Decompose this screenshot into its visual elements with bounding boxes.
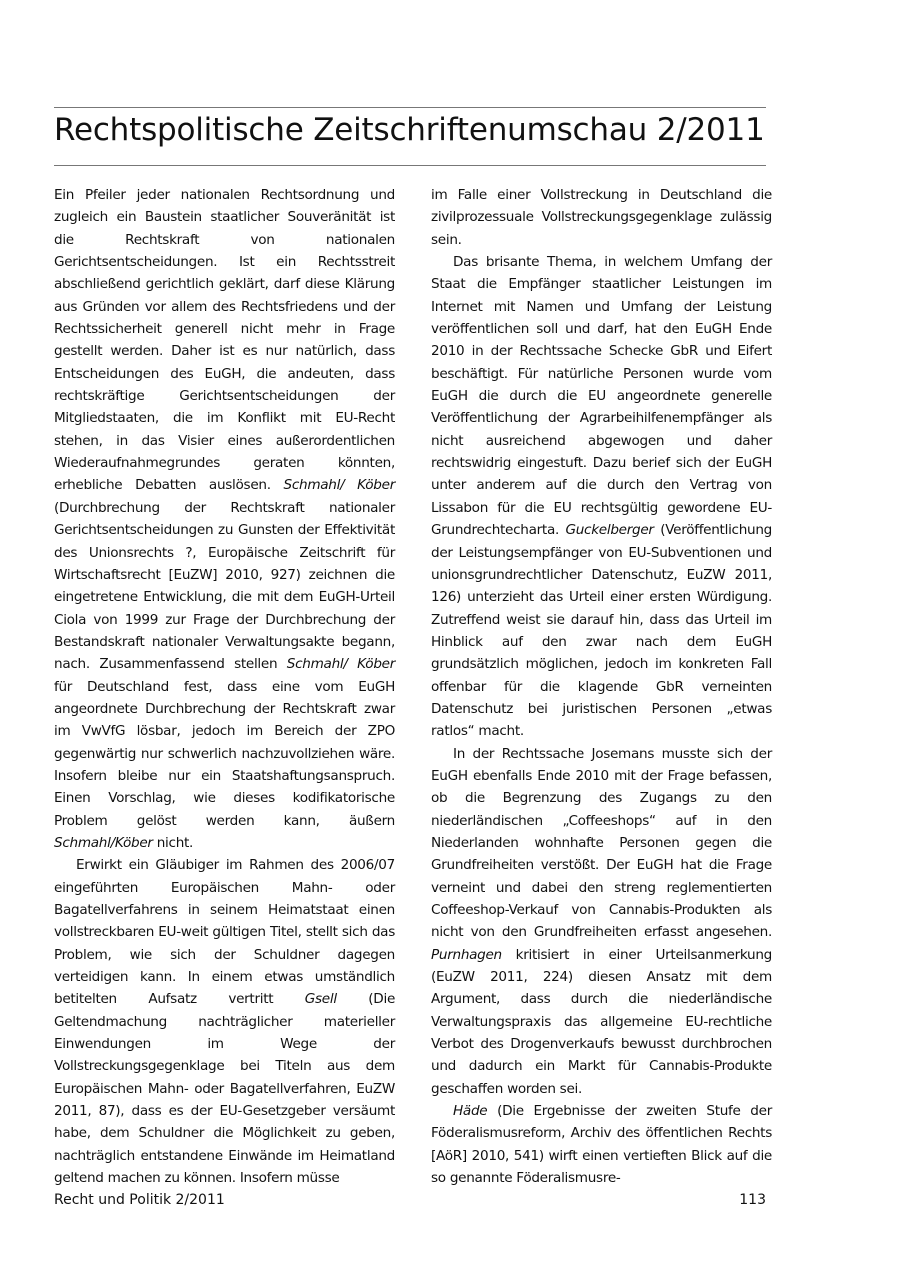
paragraph — [54, 184, 395, 854]
text-run: für Deutschland fest, dass eine vom EuGH angeordnete Durchbrechung der Rechtskraft zwar im VwVfG lösbar, jedoch im Bereich der ZPO gegenwärtig nur schwerlich nachzuvollziehen wäre. Insofern bleibe nur ein Staatshaftungsanspruch. Einen Vorschlag, wie dieses kodifikatorische Problem gelöst werden kann, äußern — [54, 678, 395, 829]
text-run: Das brisante Thema, in welchem Umfang der Staat die Empfänger staatlicher Leistungen im Internet mit Namen und Umfang der Leistung veröffentlichen soll und darf, hat den EuGH Ende 2010 in der Rechtssache Schecke GbR und Eifert beschäftigt. Für natürliche Personen wurde vom EuGH die durch die EU angeordnete generelle Veröffentlichung der Agrarbeihilfenempfänger als nicht ausreichend abgewogen und daher rechtswidrig eingestuft. Dazu berief sich der EuGH unter anderem auf die durch den Vertrag von Lissabon für die EU rechtsgültig gewordene EU-Grundrechtecharta. — [431, 254, 772, 539]
text-run: (Die Geltendmachung nachträglicher materieller Einwendungen im Wege der Vollstreckungsgegenklage bei Titeln aus dem Europäischen Mahn- oder Bagatellverfahren, EuZW 2011, 87), dass es der EU-Gesetzgeber versäumt habe, dem Schuldner die Möglichkeit zu geben, nachträglich entstandene Einwände im Heimatland geltend machen zu können. Insofern müsse — [54, 991, 396, 1187]
footer-page-number: 113 — [739, 1192, 766, 1208]
footer-journal: Recht und Politik 2/2011 — [54, 1192, 225, 1208]
author-name: Schmahl/Köber — [54, 834, 153, 851]
page-title: Rechtspolitische Zeitschriftenumschau 2/2011 — [54, 112, 765, 148]
text-run: kritisiert in einer Urteilsanmerkung (EuZW 2011, 224) diesen Ansatz mit dem Argument, dass durch die niederländische Verwaltungspraxis das allgemeine EU-rechtliche Verbot des Drogenverkaufs bewusst durchbrochen und dadurch ein Markt für Cannabis-Produkte geschaffen worden sei. — [431, 946, 772, 1097]
text-column-left — [54, 184, 395, 1189]
text-run: nicht. — [152, 834, 194, 851]
text-run: (Durchbrechung der Rechtskraft nationaler Gerichtsentscheidungen zu Gunsten der Effektivität des Unionsrechts ?, Europäische Zeitschrift für Wirtschaftsrecht [EuZW] 2010, 927) zeichnen die eingetretene Entwicklung, die mit dem EuGH-Urteil Ciola von 1999 zur Frage der Durchbrechung der Bestandskraft nationaler Verwaltungsakte begann, nach. Zusammenfassend stellen — [54, 499, 395, 673]
text-column-right — [431, 184, 772, 1189]
author-name: Häde — [453, 1103, 488, 1120]
author-name: Purnhagen — [431, 946, 502, 963]
text-run: In der Rechtssache Josemans musste sich der EuGH ebenfalls Ende 2010 mit der Frage befassen, ob die Begrenzung des Zugangs zu den niederländischen „Coffeeshops“ auf in den Niederlanden wohnhafte Personen gegen die Grundfreiheiten verstößt. Der EuGH hat die Frage verneint und dabei den streng reglementierten Coffeeshop-Verkauf von Cannabis-Produkten als nicht von den Grundfreiheiten erfasst angesehen. — [431, 745, 772, 941]
paragraph — [54, 854, 395, 1189]
author-name: Schmahl/ Köber — [283, 477, 395, 494]
header-rule-top — [54, 107, 766, 108]
author-name: Schmahl/ Köber — [286, 656, 395, 673]
text-run: Ein Pfeiler jeder nationalen Rechtsordnung und zugleich ein Baustein staatlicher Souveränität ist die Rechtskraft von nationalen Gerichtsentscheidungen. Ist ein Rechtsstreit abschließend gerichtlich geklärt, darf diese Klärung aus Gründen vor allem des Rechtsfriedens und der Rechtssicherheit generell nicht mehr in Frage gestellt werden. Daher ist es nur natürlich, dass Entscheidungen des EuGH, die andeuten, dass rechtskräftige Gerichtsentscheidungen der Mitgliedstaaten, die im Konflikt mit EU-Recht stehen, in das Visier eines außerordentlichen Wiederaufnahmegrundes geraten könnten, erhebliche Debatten auslösen. — [54, 187, 395, 494]
paragraph: im Falle einer Vollstreckung in Deutschland die zivilprozessuale Vollstreckungsgegenklage zulässig sein. — [431, 187, 772, 248]
paragraph — [431, 251, 772, 743]
paragraph — [431, 743, 772, 1101]
author-name: Gsell — [304, 991, 337, 1008]
header-rule-bottom — [54, 165, 766, 166]
author-name: Guckelberger — [565, 522, 654, 539]
text-run: (Veröffentlichung der Leistungsempfänger von EU-Subventionen und unionsgrundrechtlicher Datenschutz, EuZW 2011, 126) unterzieht das Urteil einer ersten Würdigung. Zutreffend weist sie darauf hin, dass das Urteil im Hinblick auf den zwar nach dem EuGH grundsätzlich möglichen, jedoch im konkreten Fall offenbar für die klagende GbR verneinten Datenschutz bei juristischen Personen „etwas ratlos“ macht. — [431, 522, 772, 740]
text-run: (Die Ergebnisse der zweiten Stufe der Föderalismusreform, Archiv des öffentlichen Rechts [AöR] 2010, 541) wirft einen vertieften Blick auf die so genannte Föderalismusre- — [431, 1103, 772, 1187]
text-run: Erwirkt ein Gläubiger im Rahmen des 2006/07 eingeführten Europäischen Mahn- oder Bagatellverfahrens in seinem Heimatstaat einen vollstreckbaren EU-weit gültigen Titel, stellt sich das Problem, wie sich der Schuldner dagegen verteidigen kann. In einem etwas umständlich betitelten Aufsatz vertritt — [54, 857, 395, 1008]
paragraph — [431, 1100, 772, 1189]
